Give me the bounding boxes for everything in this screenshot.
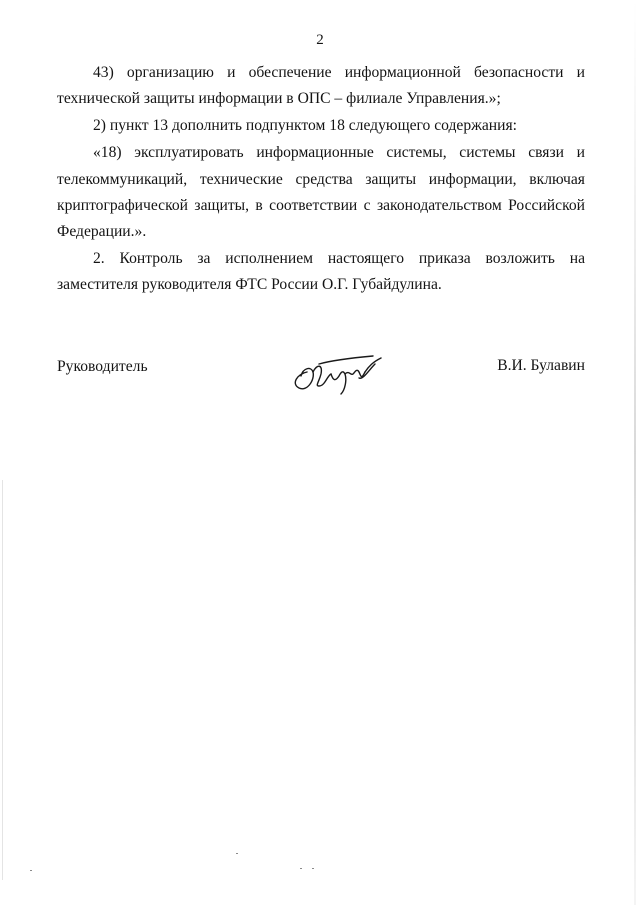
scan-speck xyxy=(312,868,314,869)
signatory-title: Руководитель xyxy=(57,358,148,375)
signatory-name: В.И. Булавин xyxy=(497,357,585,374)
paragraph-item-18: «18) эксплуатировать информационные системы, системы связи и телекоммуникаций, технические средства защиты информации, включая криптографической защиты, в соответствии с законодательством Российской Федерации.». xyxy=(57,144,585,241)
page-number: 2 xyxy=(316,32,324,48)
document-body xyxy=(57,60,585,299)
paragraph-control: 2. Контроль за исполнением настоящего приказа возложить на заместителя руководителя ФТС России О.Г. Губайдулина. xyxy=(57,249,585,294)
paragraph-amendment-point-13: 2) пункт 13 дополнить подпунктом 18 следующего содержания: xyxy=(93,116,518,134)
scan-speck xyxy=(300,868,302,869)
scan-edge-right xyxy=(634,0,636,905)
signature-block xyxy=(57,350,585,400)
handwritten-signature xyxy=(289,350,389,396)
paragraph-item-43: 43) организацию и обеспечение информационной безопасности и технической защиты информации в ОПС – филиале Управления.»; xyxy=(57,64,585,108)
scan-speck xyxy=(30,870,32,871)
scan-speck xyxy=(236,853,238,854)
scan-edge-left xyxy=(2,480,3,880)
